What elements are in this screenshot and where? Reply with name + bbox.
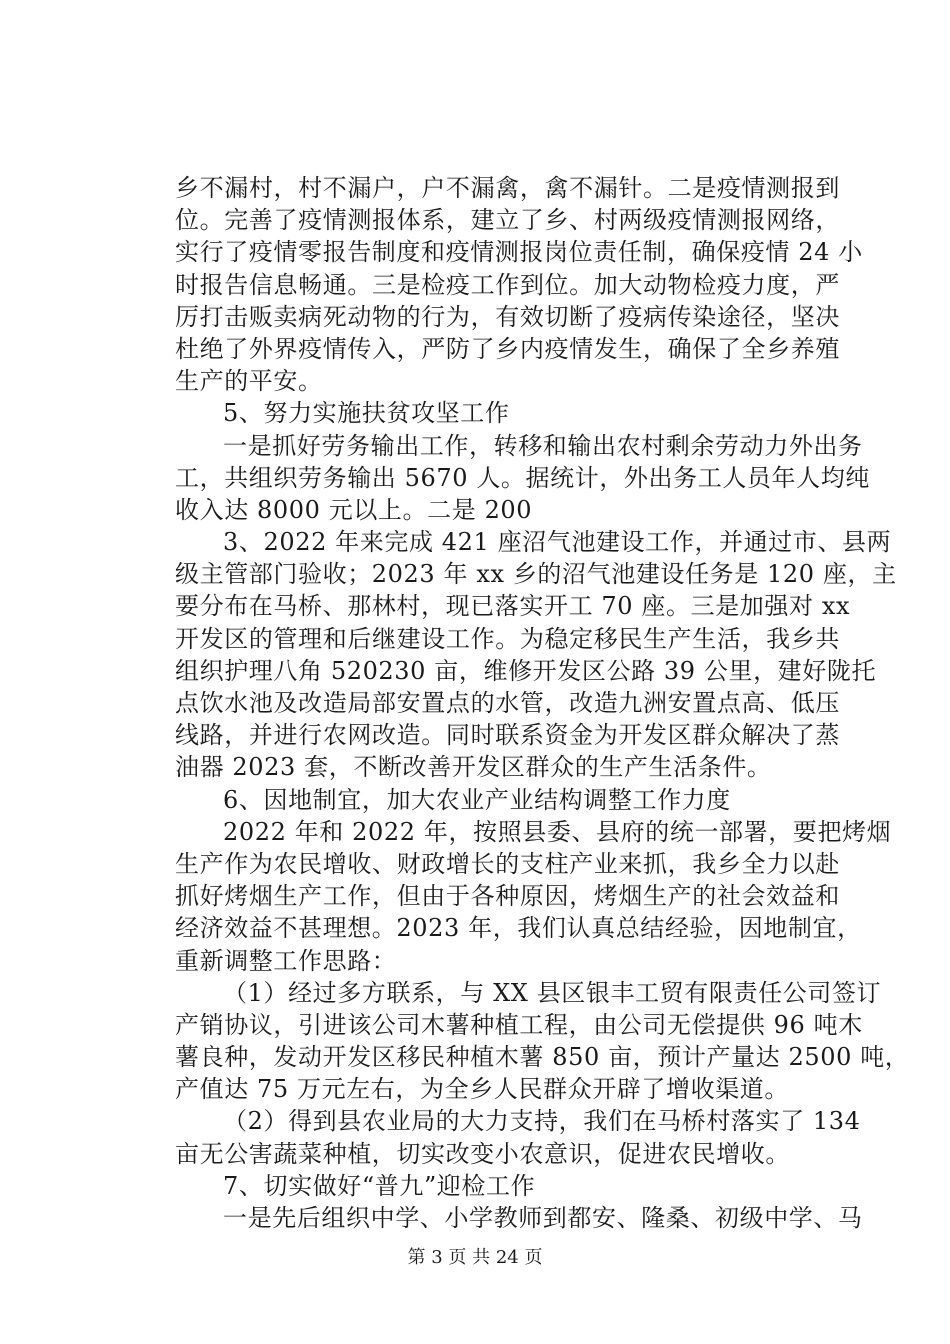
text-line: 2022 年和 2022 年，按照县委、县府的统一部署，要把烤烟 (223, 817, 892, 846)
text-line: 乡不漏村，村不漏户，户不漏禽，禽不漏针。二是疫情测报到 (175, 174, 840, 202)
text-line: 油器 2023 套，不断改善开发区群众的生产生活条件。 (175, 753, 772, 782)
text-line: 生产作为农民增收、财政增长的支柱产业来抓，我乡全力以赴 (175, 849, 840, 878)
text-line: 开发区的管理和后继建设工作。为稳定移民生产生活，我乡共 (175, 624, 840, 653)
text-line: 经济效益不甚理想。2023 年，我们认真总结经验，因地制宜， (175, 914, 862, 943)
text-line: 6、因地制宜，加大农业产业结构调整工作力度 (223, 785, 731, 814)
page-footer: 第 3 页 共 24 页 (407, 1247, 543, 1268)
text-line: 产值达 75 万元左右，为全乡人民群众开辟了增收渠道。 (175, 1075, 789, 1104)
text-line: 厉打击贩卖病死动物的行为，有效切断了疫病传染途径，坚决 (175, 302, 840, 331)
text-line: 亩无公害蔬菜种植，切实改变小农意识，促进农民增收。 (175, 1139, 790, 1168)
text-line: （1）经过多方联系，与 XX 县区银丰工贸有限责任公司签订 (223, 978, 882, 1007)
text-line: 生产的平安。 (175, 367, 323, 396)
text-line: 抓好烤烟生产工作，但由于各种原因，烤烟生产的社会效益和 (175, 882, 840, 911)
text-line: 时报告信息畅通。三是检疫工作到位。加大动物检疫力度，严 (175, 270, 840, 299)
text-line: 一是先后组织中学、小学教师到都安、隆桑、初级中学、马 (223, 1204, 863, 1232)
text-line: 工，共组织劳务输出 5670 人。据统计，外出务工人员年人均纯 (175, 463, 870, 492)
text-line: 级主管部门验收；2023 年 xx 乡的沼气池建设任务是 120 座，主 (175, 560, 897, 589)
text-line: 组织护理八角 520230 亩，维修开发区公路 39 公里，建好陇托 (175, 656, 877, 685)
text-line: 位。完善了疫情测报体系，建立了乡、村两级疫情测报网络， (175, 206, 840, 235)
text-line: 点饮水池及改造局部安置点的水管，改造九洲安置点高、低压 (175, 689, 840, 717)
text-line: 5、努力实施扶贫攻坚工作 (223, 399, 510, 428)
text-line: 要分布在马桥、那林村，现已落实开工 70 座。三是加强对 xx (175, 592, 851, 621)
text-line: 重新调整工作思路： (175, 946, 397, 975)
text-line: 产销协议，引进该公司木薯种植工程，由公司无偿提供 96 吨木 (175, 1010, 863, 1039)
text-line: 薯良种，发动开发区移民种植木薯 850 亩，预计产量达 2500 吨， (175, 1043, 910, 1072)
text-line: 3、2022 年来完成 421 座沼气池建设工作，并通过市、县两 (223, 528, 892, 557)
text-line: 线路，并进行农网改造。同时联系资金为开发区群众解决了蒸 (175, 721, 840, 750)
text-line: 实行了疫情零报告制度和疫情测报岗位责任制，确保疫情 24 小 (175, 238, 863, 267)
text-line: 收入达 8000 元以上。二是 200 (175, 495, 533, 524)
text-line: 杜绝了外界疫情传入，严防了乡内疫情发生，确保了全乡养殖 (175, 334, 840, 363)
text-line: （2）得到县农业局的大力支持，我们在马桥村落实了 134 (223, 1107, 861, 1136)
text-line: 7、切实做好“普九”迎检工作 (223, 1171, 536, 1200)
document-body (175, 172, 910, 1234)
text-line: 一是抓好劳务输出工作，转移和输出农村剩余劳动力外出务 (223, 431, 863, 460)
